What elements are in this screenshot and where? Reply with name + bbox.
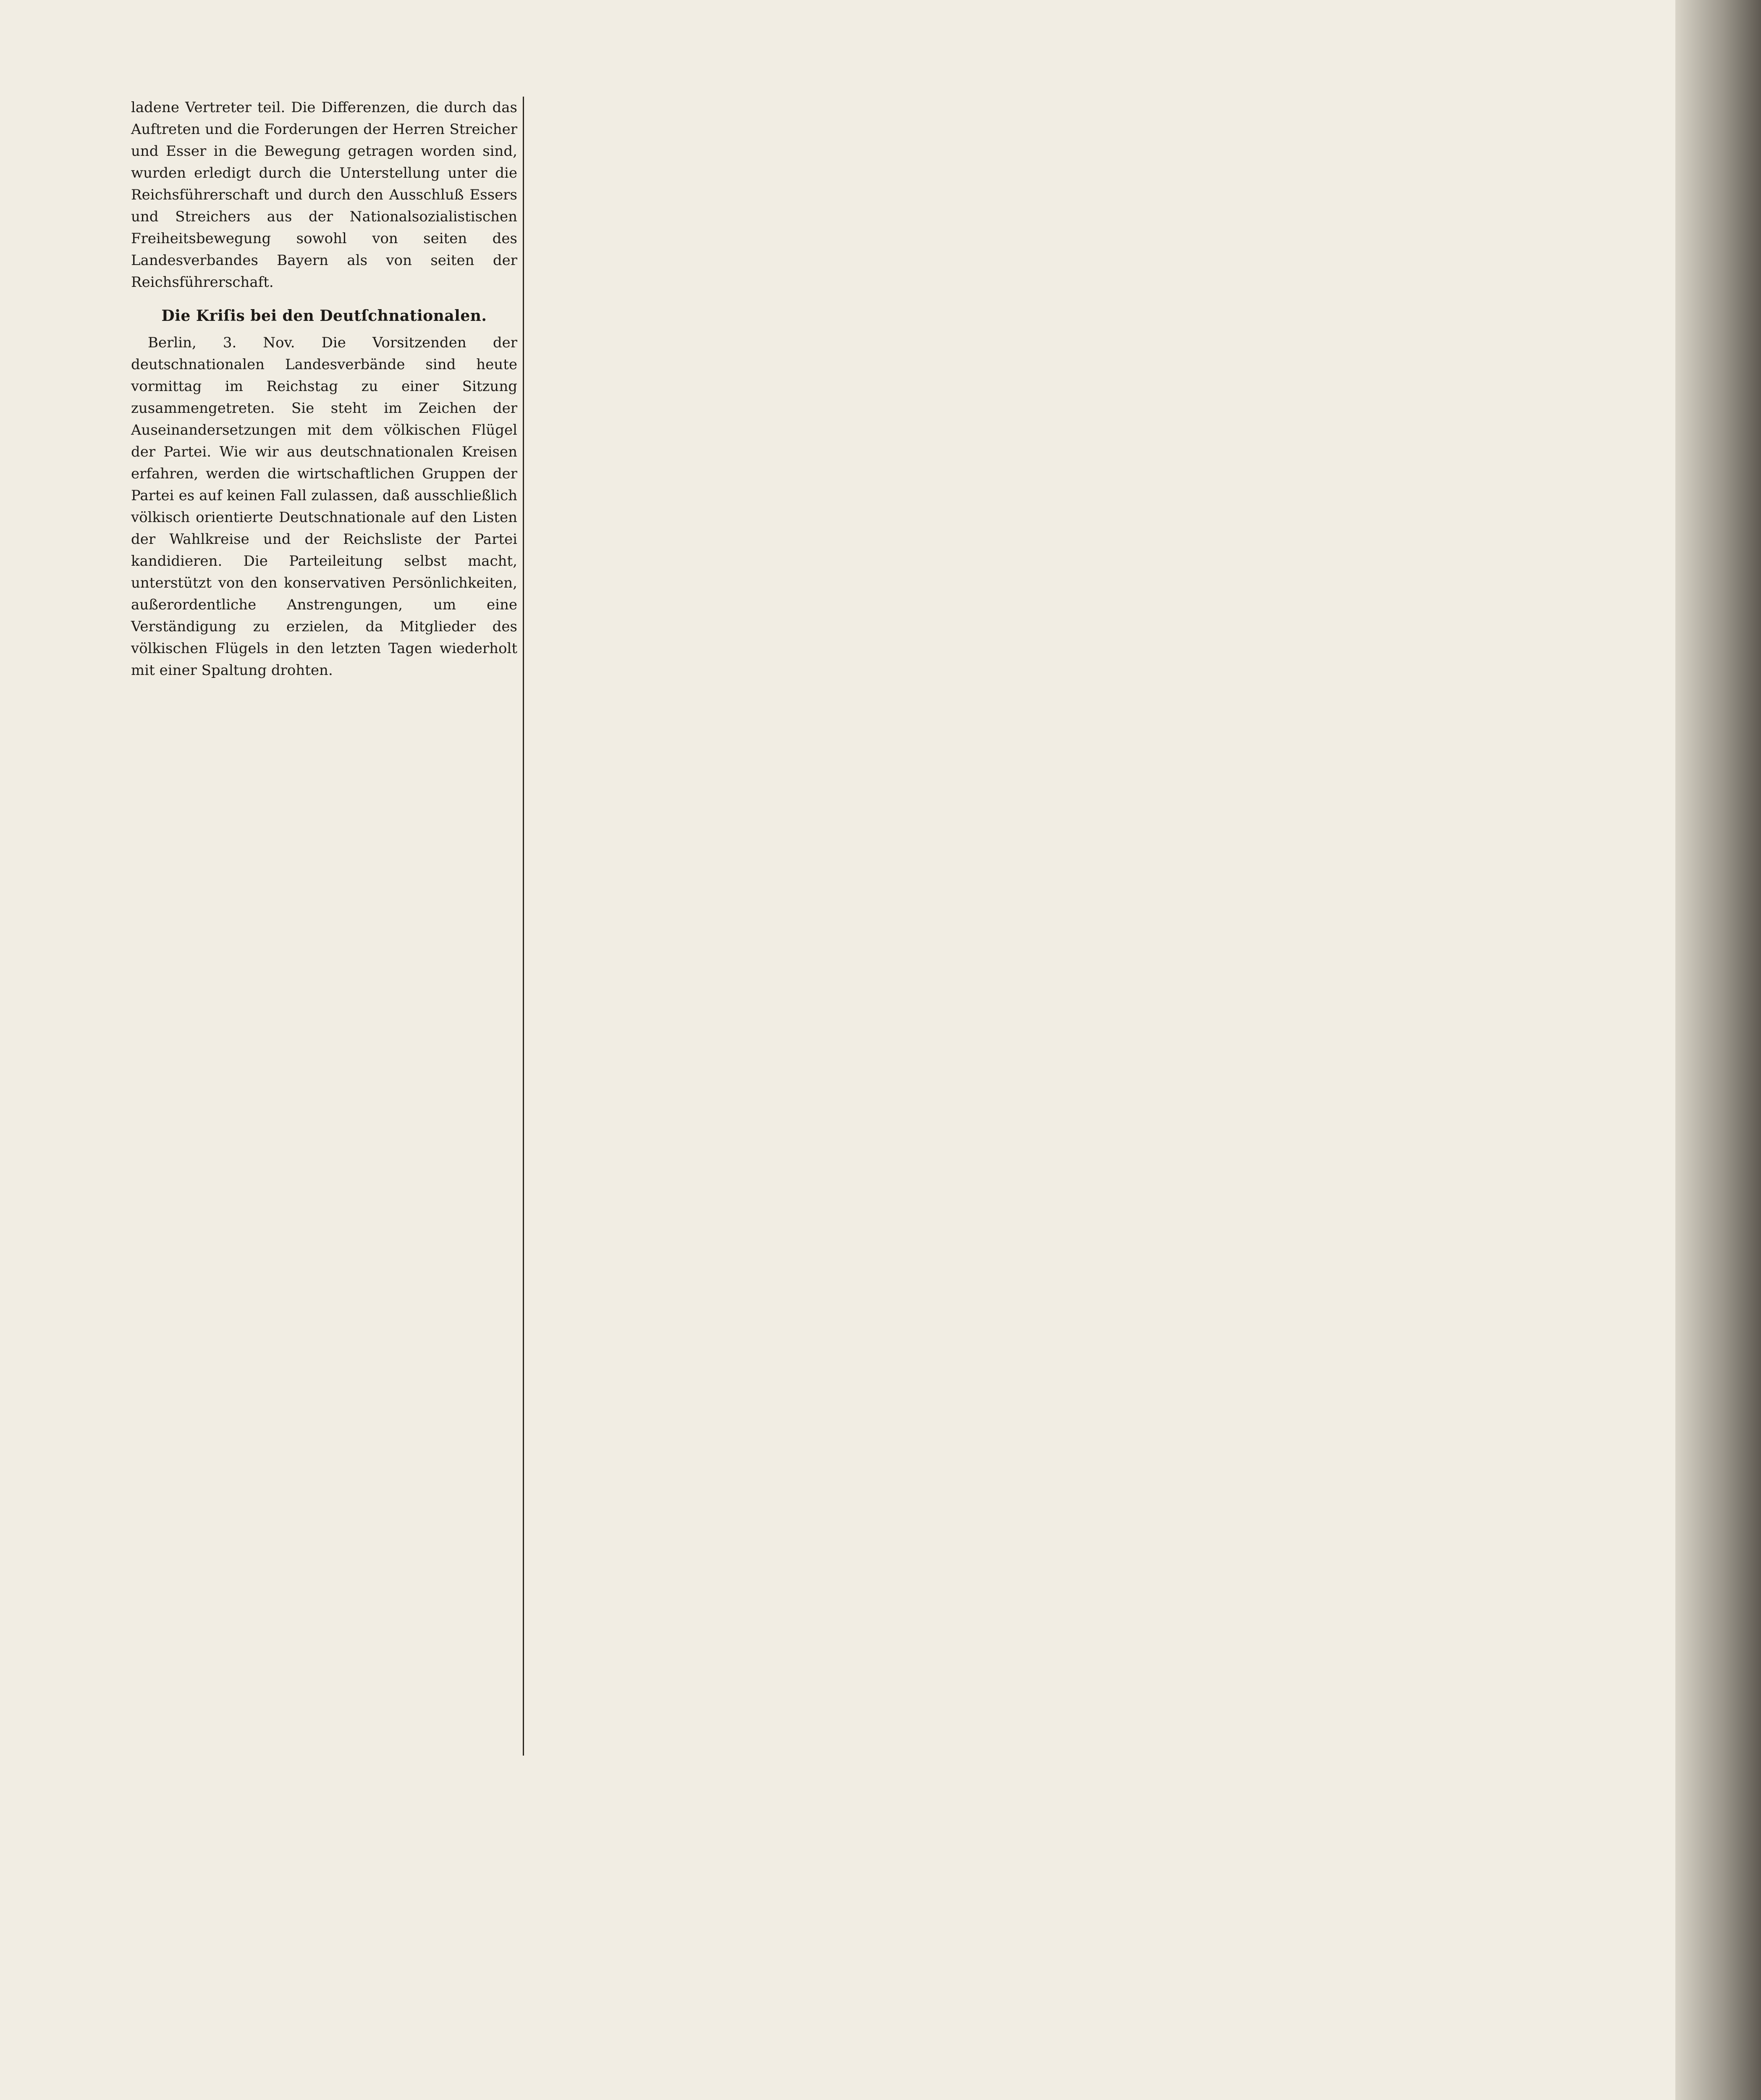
left-column bbox=[131, 97, 517, 690]
column-divider bbox=[523, 97, 524, 1756]
article-text: Berlin, 3. Nov. Die Vorsitzenden der deutschnationalen Landesverbände sind heute vormittag im Reichstag zu einer Sitzung zusammengetreten. Sie steht im Zeichen der Auseinandersetzungen mit dem völkischen Flügel der Partei. Wie wir aus deutschnationalen Kreisen erfahren, werden die wirtschaftlichen Gruppen der Partei es auf keinen Fall zulassen, daß ausschließlich völkisch orientierte Deutschnationale auf den Listen der Wahlkreise und der Reichsliste der Partei kandidieren. Die Parteileitung selbst macht, unterstützt von den konservativen Persönlichkeiten, außerordentliche Anstrengungen, um eine Verständigung zu erzielen, da Mitglieder des völkischen Flügels in den letzten Tagen wiederholt mit einer Spaltung drohten. bbox=[131, 334, 517, 679]
article-heading: Die Kriſis bei den Deutſchnationalen. bbox=[161, 307, 487, 325]
article-text: ladene Vertreter teil. Die Differenzen, die durch das Auftreten und die Forderungen der Herren Streicher und Esser in die Bewegung getragen worden sind, wurden erledigt durch die Unterstellung unter die Reichsführerschaft und durch den Ausschluß Essers und Streichers aus der Nationalsozialistischen Freiheitsbewegung sowohl von seiten des Landesverbandes Bayern als von seiten der Reichsführerschaft. bbox=[131, 99, 517, 291]
page-edge-shadow bbox=[1675, 0, 1761, 2100]
